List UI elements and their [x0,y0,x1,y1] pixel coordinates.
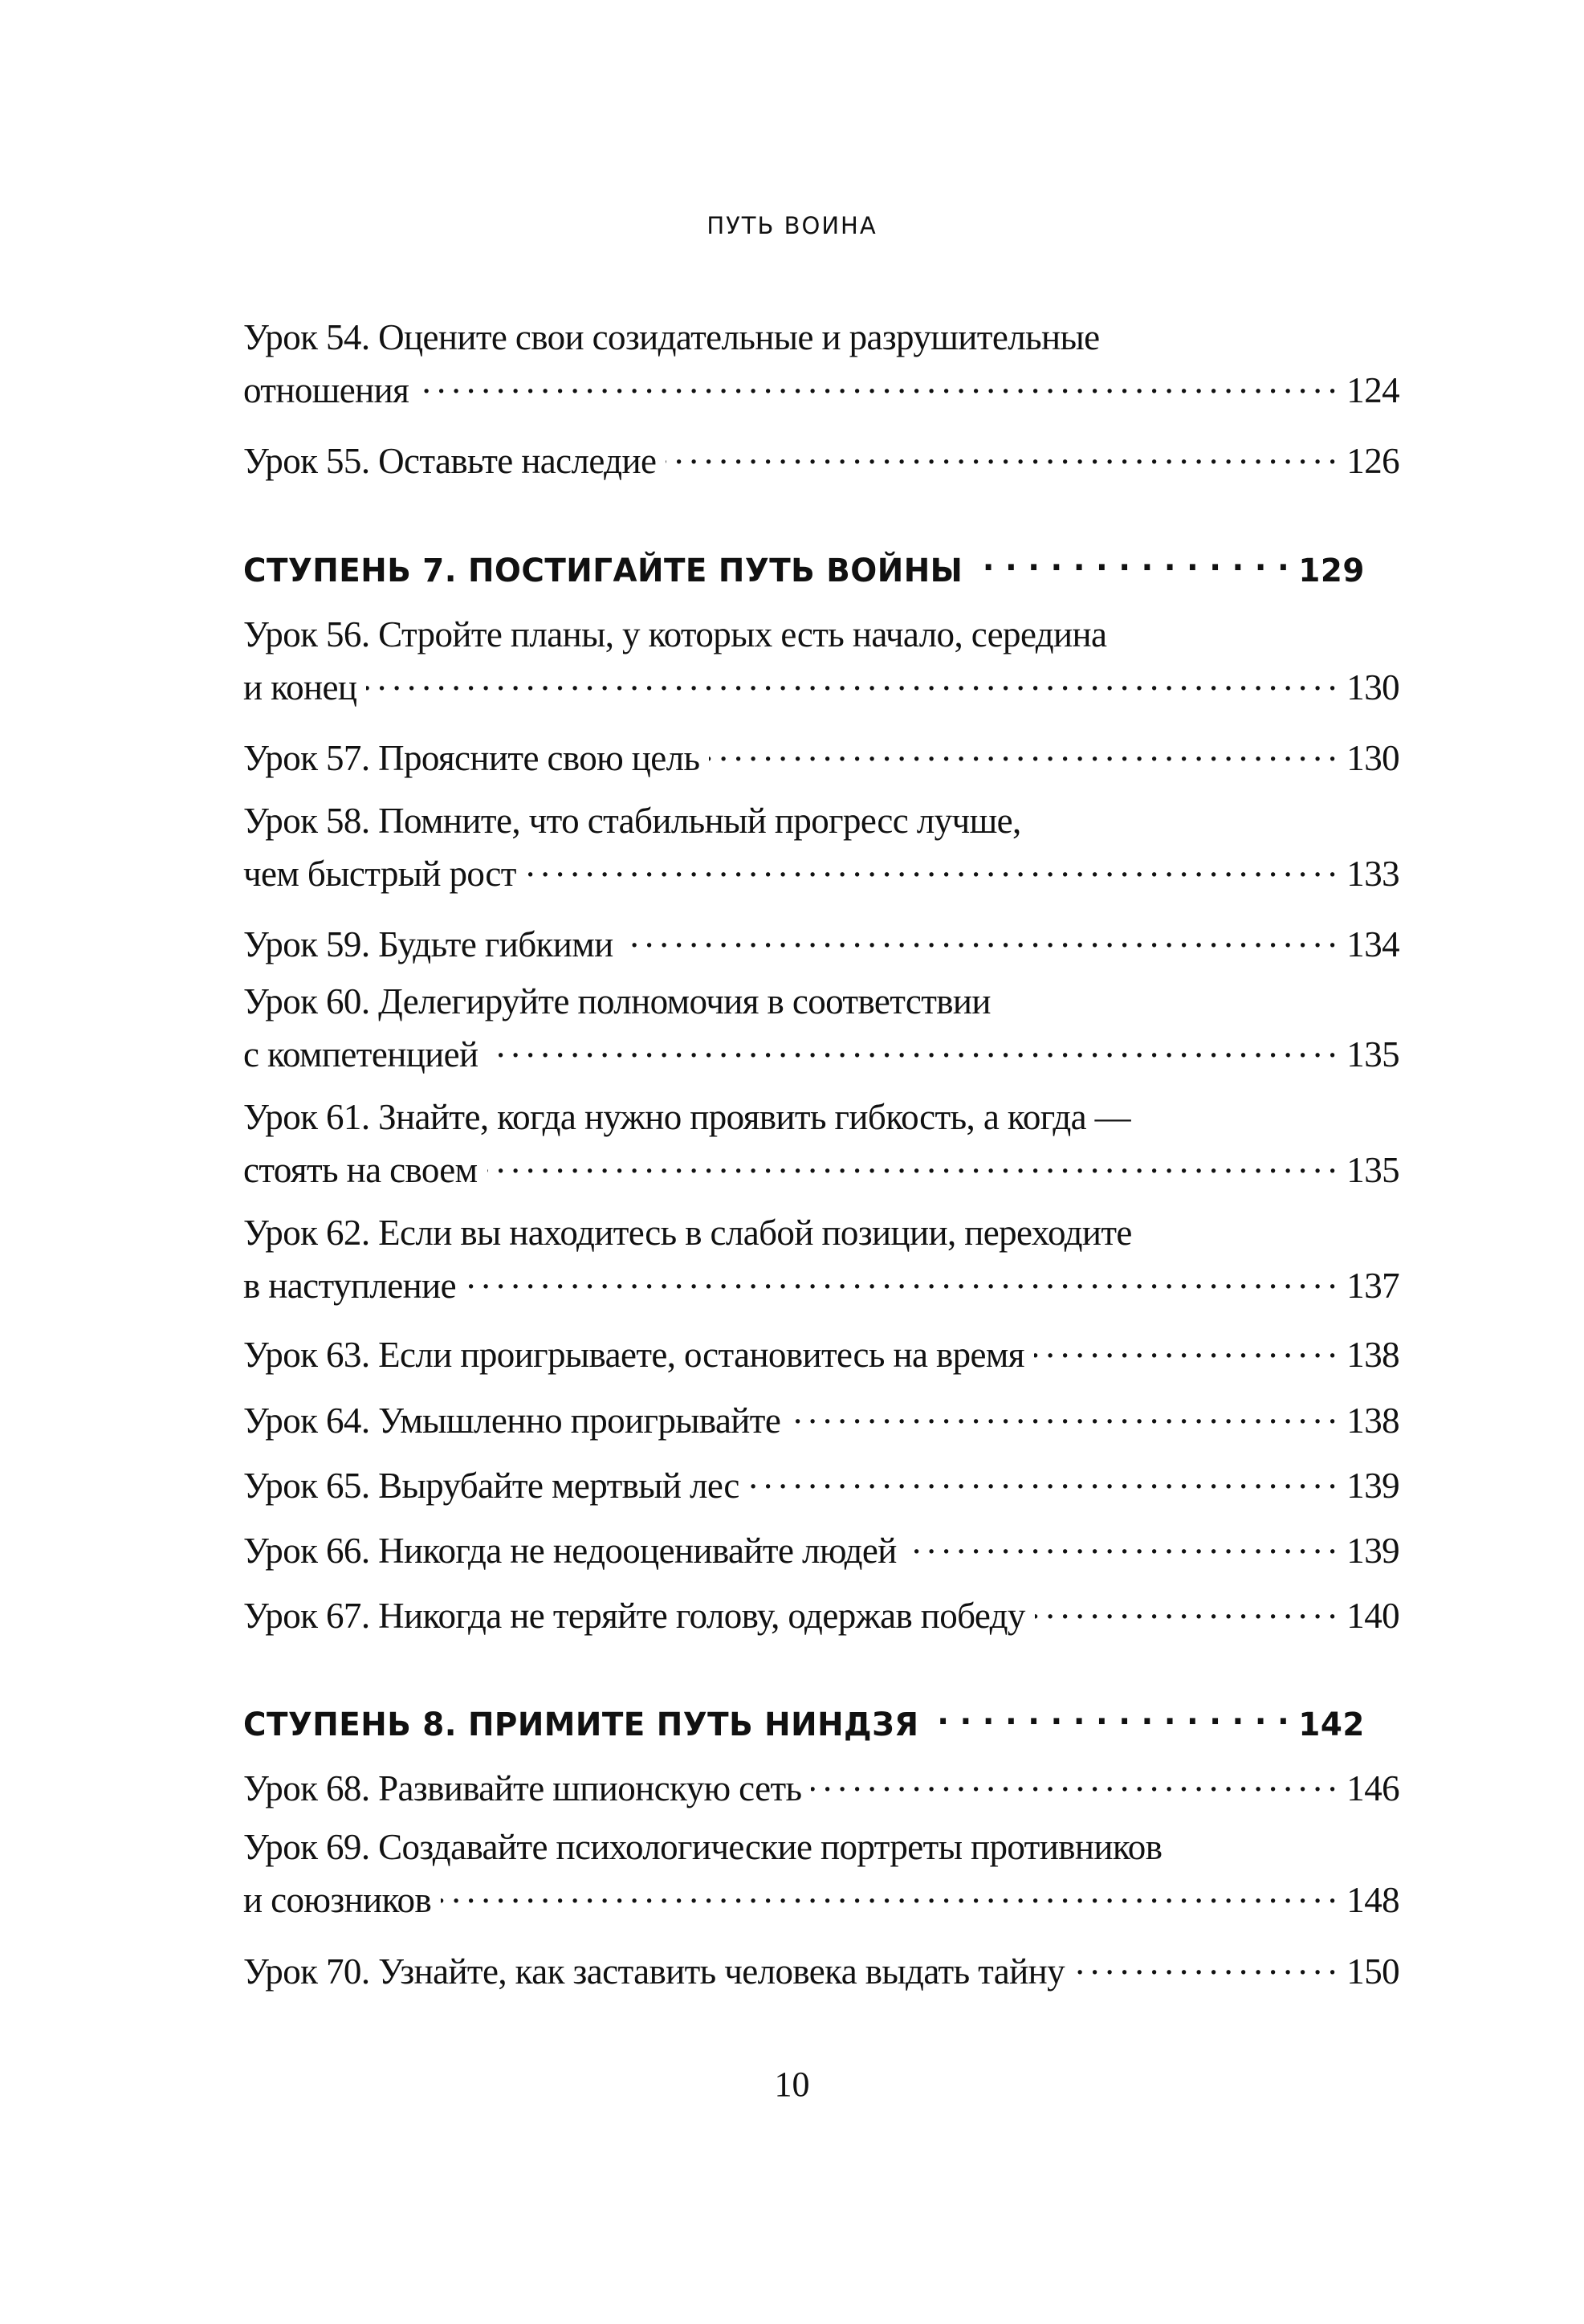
entry-page-number: 126 [1346,441,1399,481]
dot-leader [811,1757,1337,1800]
toc-entry-lesson-60[interactable] [243,980,1399,1076]
dot-leader [526,842,1337,886]
entry-page-number: 135 [1346,1034,1399,1074]
entry-page-number: 140 [1346,1596,1399,1636]
toc-entry-lesson-56[interactable] [243,613,1399,709]
entry-title: Урок 63. Если проигрываете, остановитесь на время [243,1335,1024,1375]
toc-entry-lesson-68[interactable] [243,1757,1399,1810]
toc-entry-lesson-67[interactable] [243,1584,1399,1637]
dot-leader [928,1692,1289,1735]
toc-entry-lesson-62[interactable] [243,1211,1399,1307]
entry-title-line2: в наступление [243,1266,456,1306]
entry-title-line2: стоять на своем [243,1150,478,1190]
entry-title-line2: и союзников [243,1880,432,1920]
toc-entry-lesson-65[interactable] [243,1454,1399,1507]
entry-title-line1: Урок 54. Оцените свои созидательные и разрушительные [243,317,1100,357]
dot-leader [418,359,1337,402]
entry-page-number: 138 [1346,1401,1399,1441]
running-head: ПУТЬ ВОИНА [706,212,878,239]
toc-entry-lesson-54[interactable] [243,316,1399,412]
entry-title-line1: Урок 56. Стройте планы, у которых есть начало, середина [243,614,1107,654]
entry-page-number: 150 [1346,1951,1399,1992]
toc-entry-step-8[interactable] [243,1692,1365,1747]
dot-leader [709,727,1337,770]
entry-title: Урок 64. Умышленно проигрывайте [243,1401,781,1441]
dot-leader [487,1139,1338,1182]
dot-leader [749,1454,1338,1498]
entry-page-number: 124 [1346,370,1399,410]
dot-leader [666,430,1337,473]
dot-leader [1074,1940,1337,1984]
step-page-number: 129 [1298,552,1365,589]
entry-title: Урок 68. Развивайте шпионскую сеть [243,1768,802,1808]
dot-leader [466,1254,1337,1298]
dot-leader [906,1519,1338,1563]
page-number: 10 [774,2065,810,2104]
entry-title-line2: чем быстрый рост [243,854,516,894]
entry-page-number: 138 [1346,1335,1399,1375]
entry-title: Урок 55. Оставьте наследие [243,441,657,481]
toc-entry-lesson-58[interactable] [243,799,1399,895]
entry-title-line1: Урок 61. Знайте, когда нужно проявить гибкость, а когда — [243,1097,1131,1137]
dot-leader [1034,1323,1337,1367]
entry-page-number: 146 [1346,1768,1399,1808]
toc-entry-lesson-63[interactable] [243,1323,1399,1376]
entry-title: Урок 57. Проясните свою цель [243,738,700,778]
step-title: СТУПЕНЬ 8. ПРИМИТЕ ПУТЬ НИНДЗЯ [243,1706,919,1743]
step-title: СТУПЕНЬ 7. ПОСТИГАЙТЕ ПУТЬ ВОЙНЫ [243,552,963,589]
entry-title: Урок 65. Вырубайте мертвый лес [243,1466,739,1506]
entry-title-line2: отношения [243,370,409,410]
dot-leader [623,913,1338,956]
dot-leader [790,1389,1337,1433]
toc-entry-lesson-55[interactable] [243,430,1399,483]
dot-leader [488,1023,1338,1066]
entry-page-number: 139 [1346,1531,1399,1571]
entry-page-number: 133 [1346,854,1399,894]
entry-title-line2: с компетенцией [243,1034,478,1074]
dot-leader [972,538,1289,581]
entry-page-number: 134 [1346,924,1399,964]
entry-title: Урок 59. Будьте гибкими [243,924,613,964]
entry-page-number: 130 [1346,667,1399,707]
entry-page-number: 137 [1346,1266,1399,1306]
entry-title-line1: Урок 62. Если вы находитесь в слабой позиции, переходите [243,1213,1132,1253]
entry-title-line1: Урок 58. Помните, что стабильный прогресс лучше, [243,801,1021,841]
toc-entry-lesson-59[interactable] [243,913,1399,966]
toc-entry-lesson-64[interactable] [243,1389,1399,1442]
entry-page-number: 135 [1346,1150,1399,1190]
entry-title-line2: и конец [243,667,357,707]
toc-entry-lesson-70[interactable] [243,1940,1399,1993]
entry-title: Урок 67. Никогда не теряйте голову, одержав победу [243,1596,1025,1636]
toc-entry-lesson-61[interactable] [243,1095,1399,1192]
toc-entry-step-7[interactable] [243,538,1365,593]
toc-entry-lesson-69[interactable] [243,1825,1399,1922]
entry-title-line1: Урок 60. Делегируйте полномочия в соответствии [243,981,991,1021]
entry-title-line1: Урок 69. Создавайте психологические портреты противников [243,1827,1163,1867]
entry-title: Урок 66. Никогда не недооценивайте людей [243,1531,897,1571]
entry-title: Урок 70. Узнайте, как заставить человека выдать тайну [243,1951,1065,1992]
dot-leader [366,656,1337,699]
dot-leader [1035,1584,1337,1628]
entry-page-number: 139 [1346,1466,1399,1506]
entry-page-number: 148 [1346,1880,1399,1920]
dot-leader [441,1869,1337,1912]
toc-entry-lesson-66[interactable] [243,1519,1399,1572]
step-page-number: 142 [1298,1706,1365,1743]
entry-page-number: 130 [1346,738,1399,778]
toc-entry-lesson-57[interactable] [243,727,1399,780]
